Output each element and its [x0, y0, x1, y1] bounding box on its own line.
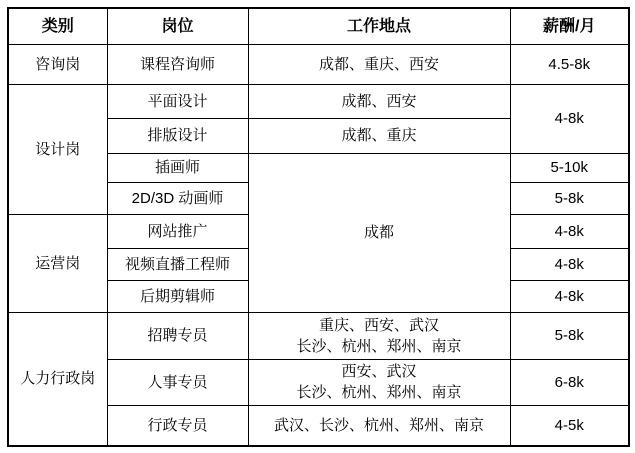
salary-cell: 5-8k: [510, 312, 629, 359]
category-cell-consulting: 咨询岗: [8, 44, 107, 84]
location-cell-merged: 成都: [248, 153, 510, 312]
position-cell: 2D/3D 动画师: [107, 182, 248, 214]
job-table: [7, 7, 630, 447]
position-cell: 行政专员: [107, 405, 248, 446]
salary-cell: 5-8k: [510, 182, 629, 214]
location-cell: 成都、西安: [248, 84, 510, 118]
category-cell-design: 设计岗: [8, 84, 107, 214]
column-header-salary: 薪酬/月: [510, 8, 629, 44]
salary-cell: 4-8k: [510, 214, 629, 248]
position-cell: 排版设计: [107, 118, 248, 153]
salary-cell: 4-8k: [510, 248, 629, 280]
column-header-category: 类别: [8, 8, 107, 44]
salary-cell: 5-10k: [510, 153, 629, 182]
position-cell: 平面设计: [107, 84, 248, 118]
position-cell: 人事专员: [107, 359, 248, 405]
location-cell: 成都、重庆: [248, 118, 510, 153]
salary-cell: 6-8k: [510, 359, 629, 405]
salary-cell: 4.5-8k: [510, 44, 629, 84]
salary-cell: 4-5k: [510, 405, 629, 446]
location-cell: [248, 312, 510, 359]
position-cell: 视频直播工程师: [107, 248, 248, 280]
position-cell: 网站推广: [107, 214, 248, 248]
location-cell: [248, 359, 510, 405]
location-cell: 武汉、长沙、杭州、郑州、南京: [248, 405, 510, 446]
column-header-position: 岗位: [107, 8, 248, 44]
header-row: [8, 8, 629, 44]
salary-cell: 4-8k: [510, 280, 629, 312]
table-row: [8, 312, 629, 359]
salary-cell-merged: 4-8k: [510, 84, 629, 153]
location-line: 重庆、西安、武汉: [318, 316, 439, 334]
table-row: [8, 44, 629, 84]
location-cell: 成都、重庆、西安: [248, 44, 510, 84]
location-line: 西安、武汉: [341, 363, 417, 380]
table-row: [8, 84, 629, 118]
column-header-location: 工作地点: [248, 8, 510, 44]
category-cell-operations: 运营岗: [8, 214, 107, 312]
location-line: 长沙、杭州、郑州、南京: [296, 384, 462, 401]
category-cell-hr-admin: 人力行政岗: [8, 312, 107, 446]
position-cell: 插画师: [107, 153, 248, 182]
position-cell: 课程咨询师: [107, 44, 248, 84]
position-cell: 招聘专员: [107, 312, 248, 359]
location-line: 长沙、杭州、郑州、南京: [296, 337, 462, 355]
position-cell: 后期剪辑师: [107, 280, 248, 312]
